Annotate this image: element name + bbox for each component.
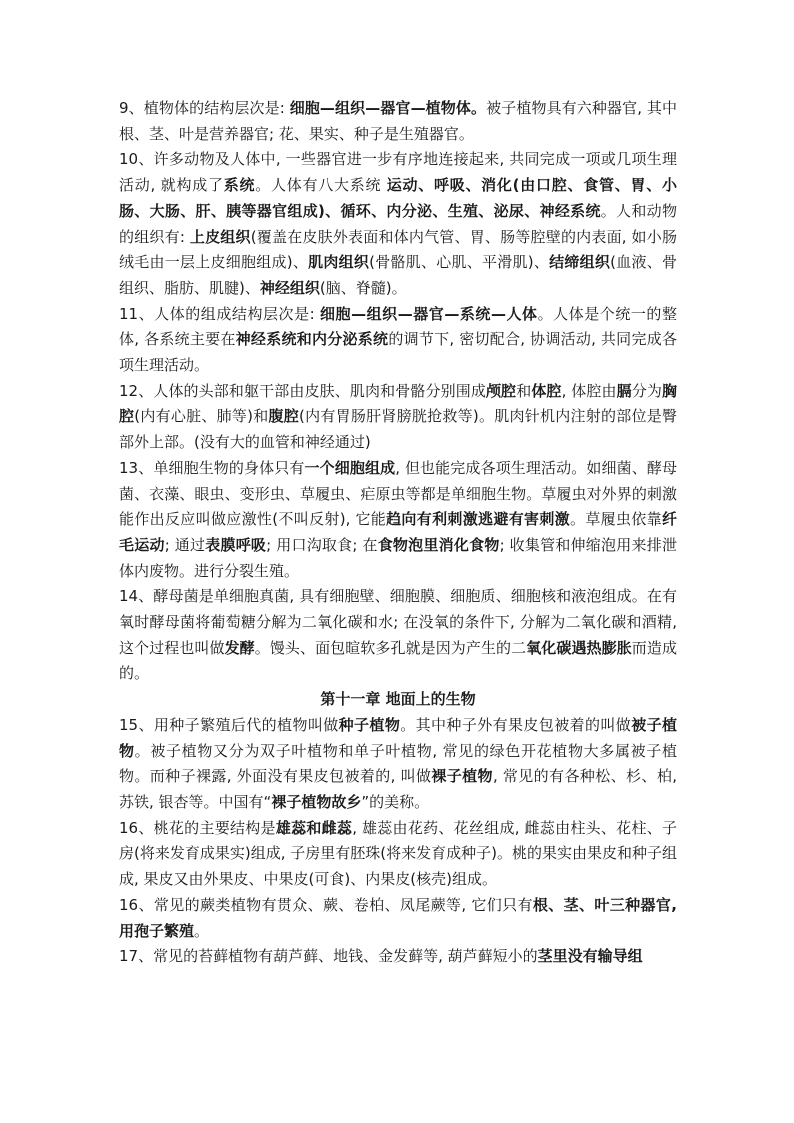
paragraph-p17 xyxy=(119,944,677,970)
bold-term: 上皮组织 xyxy=(189,227,251,246)
bold-term: 表膜呼吸 xyxy=(205,535,267,554)
text-run: 11、人体的组成结构层次是: xyxy=(119,304,320,323)
text-run: (脑、脊髓)。 xyxy=(319,278,407,297)
text-run: ”的美称。 xyxy=(361,792,430,811)
paragraph-p16b xyxy=(119,893,677,944)
bold-term: 食物泡里消化食物 xyxy=(377,535,500,554)
paragraph-p11 xyxy=(119,302,677,379)
bold-term: 运动、呼吸、消化(由口腔、食管、胃、小肠、大肠、肝、胰等器官组成)、循环、内分泌、生殖、泌尿、神经系统 xyxy=(119,176,677,220)
bold-term: 膈 xyxy=(616,381,632,400)
text-run: (覆盖在皮肤外表面和体内气管、胃、肠等腔壁的内表面, 如小肠绒毛由一层上皮细胞组成)、 xyxy=(119,227,677,272)
bold-term: 裸子植物 xyxy=(431,767,493,786)
text-run: 。草履虫依靠 xyxy=(570,510,662,529)
bold-term: 体腔 xyxy=(531,381,562,400)
text-run: 。 xyxy=(194,921,210,940)
bold-term: 结缔组织 xyxy=(549,253,611,272)
text-run: 9、植物体的结构层次是: xyxy=(119,99,290,117)
text-run: 。馒头、面包暄软多孔就是因为产生的二 xyxy=(254,638,527,657)
text-run: 12、人体的头部和躯干部由皮肤、肌肉和骨骼分别围成 xyxy=(119,381,486,400)
bold-term: 雄蕊和雌蕊 xyxy=(275,818,353,837)
paragraph-p10 xyxy=(119,147,677,301)
chapter-heading xyxy=(119,687,677,713)
text-run: 16、桃花的主要结构是 xyxy=(119,818,276,837)
text-run: ; 通过 xyxy=(164,535,206,554)
text-run: (内有胃肠肝肾膀胱抢救等)。肌肉针机内注射的部位是臀部外上部。(没有大的血管和神经通过) xyxy=(119,407,677,452)
bold-term: 神经组织 xyxy=(259,278,320,297)
text-run: 15、用种子繁殖后代的植物叫做 xyxy=(119,715,339,734)
text-run: (血液、骨组织、脂肪、肌腱)、 xyxy=(119,253,677,297)
bold-term: 肌肉组织 xyxy=(308,253,370,272)
text-run: , 常见的有各种松、杉、柏, 苏铁, 银杏等。中国有“ xyxy=(119,767,677,811)
text-run: 。人体是个统一的整体, 各系统主要在 xyxy=(119,304,677,349)
text-run: 和 xyxy=(516,381,532,400)
paragraph-p13 xyxy=(119,456,677,585)
bold-term: 胸腔 xyxy=(119,381,677,426)
text-run: , 体腔由 xyxy=(561,381,617,400)
text-run: 。人体有八大系统 xyxy=(255,176,387,195)
bold-term: 细胞—组织—器官—植物体。 xyxy=(289,99,487,117)
bold-term: 被子植物 xyxy=(119,715,677,760)
bold-term: 发酵 xyxy=(224,638,255,657)
text-run: ; 收集管和伸缩泡用来排泄体内废物。进行分裂生殖。 xyxy=(119,535,677,580)
text-run: 。其中种子外有果皮包被着的叫做 xyxy=(400,715,632,734)
paragraph-p9 xyxy=(119,96,677,147)
document-page xyxy=(119,96,677,970)
bold-term: 神经系统和内分泌系统 xyxy=(235,330,389,349)
bold-term: 纤毛运动 xyxy=(119,510,677,554)
paragraph-p12 xyxy=(119,379,677,456)
text-run: 而造成的。 xyxy=(119,638,677,683)
bold-term: 茎里没有输导组 xyxy=(537,947,643,966)
paragraph-p16a xyxy=(119,816,677,893)
bold-term: 裸子植物故乡 xyxy=(271,792,362,811)
text-run: 被子植物具有六种器官, 其中根、茎、叶是营养器官; 花、果实、种子是生殖器官。 xyxy=(119,99,677,143)
text-run: 。人和动物的组织有: xyxy=(119,201,677,246)
bold-term: 一个细胞组成 xyxy=(304,458,396,477)
text-run: 17、常见的苔藓植物有葫芦藓、地钱、金发藓等, 葫芦藓短小的 xyxy=(119,947,538,966)
text-run: ; 用口沟取食; 在 xyxy=(266,535,378,554)
text-run: 分为 xyxy=(631,381,662,400)
paragraph-p14 xyxy=(119,584,677,687)
text-run: , 雄蕊由花药、花丝组成, 雌蕊由柱头、花柱、子房(将来发育成果实)组成, 子房里有胚珠(将来发育成种子)。桃的果实由果皮和种子组成, 果皮又由外果皮、中果皮(可食)、内果皮(核壳)组成。 xyxy=(119,818,678,889)
text-run: 14、酵母菌是单细胞真菌, 具有细胞壁、细胞膜、细胞质、细胞核和液泡组成。在有氧时酵母菌将葡萄糖分解为二氧化碳和水; 在没氧的条件下, 分解为二氧化碳和酒精, 这个过程也叫做 xyxy=(119,587,677,657)
paragraph-p15 xyxy=(119,713,677,816)
text-run: 10、许多动物及人体中, 一些器官进一步有序地连接起来, 共同完成一项或几项生理活动, 就构成了 xyxy=(119,150,677,195)
bold-term: 根、茎、叶三种器官, 用孢子繁殖 xyxy=(119,895,677,940)
bold-term: 腹腔 xyxy=(268,407,299,426)
bold-term: 第十一章 地面上的生物 xyxy=(320,690,476,709)
text-run: 。被子植物又分为双子叶植物和单子叶植物, 常见的绿色开花植物大多属被子植物。而种子裸露, 外面没有果皮包被着的, 叫做 xyxy=(119,741,677,786)
bold-term: 趋向有利刺激逃避有害刺激 xyxy=(386,510,570,529)
text-run: (内有心脏、肺等)和 xyxy=(134,407,269,426)
text-run: 16、常见的蕨类植物有贯众、蕨、卷柏、凤尾蕨等, 它们只有 xyxy=(119,895,533,914)
text-run: (骨骼肌、心肌、平滑肌)、 xyxy=(369,253,550,272)
text-run: 的调节下, 密切配合, 协调活动, 共同完成各项生理活动。 xyxy=(119,330,677,375)
bold-term: 细胞—组织—器官—系统—人体 xyxy=(319,304,538,323)
bold-term: 氧化碳遇热膨胀 xyxy=(526,638,632,657)
bold-term: 种子植物 xyxy=(338,715,401,734)
text-run: 13、单细胞生物的身体只有 xyxy=(119,458,305,477)
bold-term: 颅腔 xyxy=(485,381,517,400)
text-run: , 但也能完成各项生理活动。如细菌、酵母菌、衣藻、眼虫、变形虫、草履虫、疟原虫等都是单细胞生物。草履虫对外界的刺激能作出反应叫做应激性(不叫反射), 它能 xyxy=(119,458,677,529)
bold-term: 系统 xyxy=(223,176,256,195)
